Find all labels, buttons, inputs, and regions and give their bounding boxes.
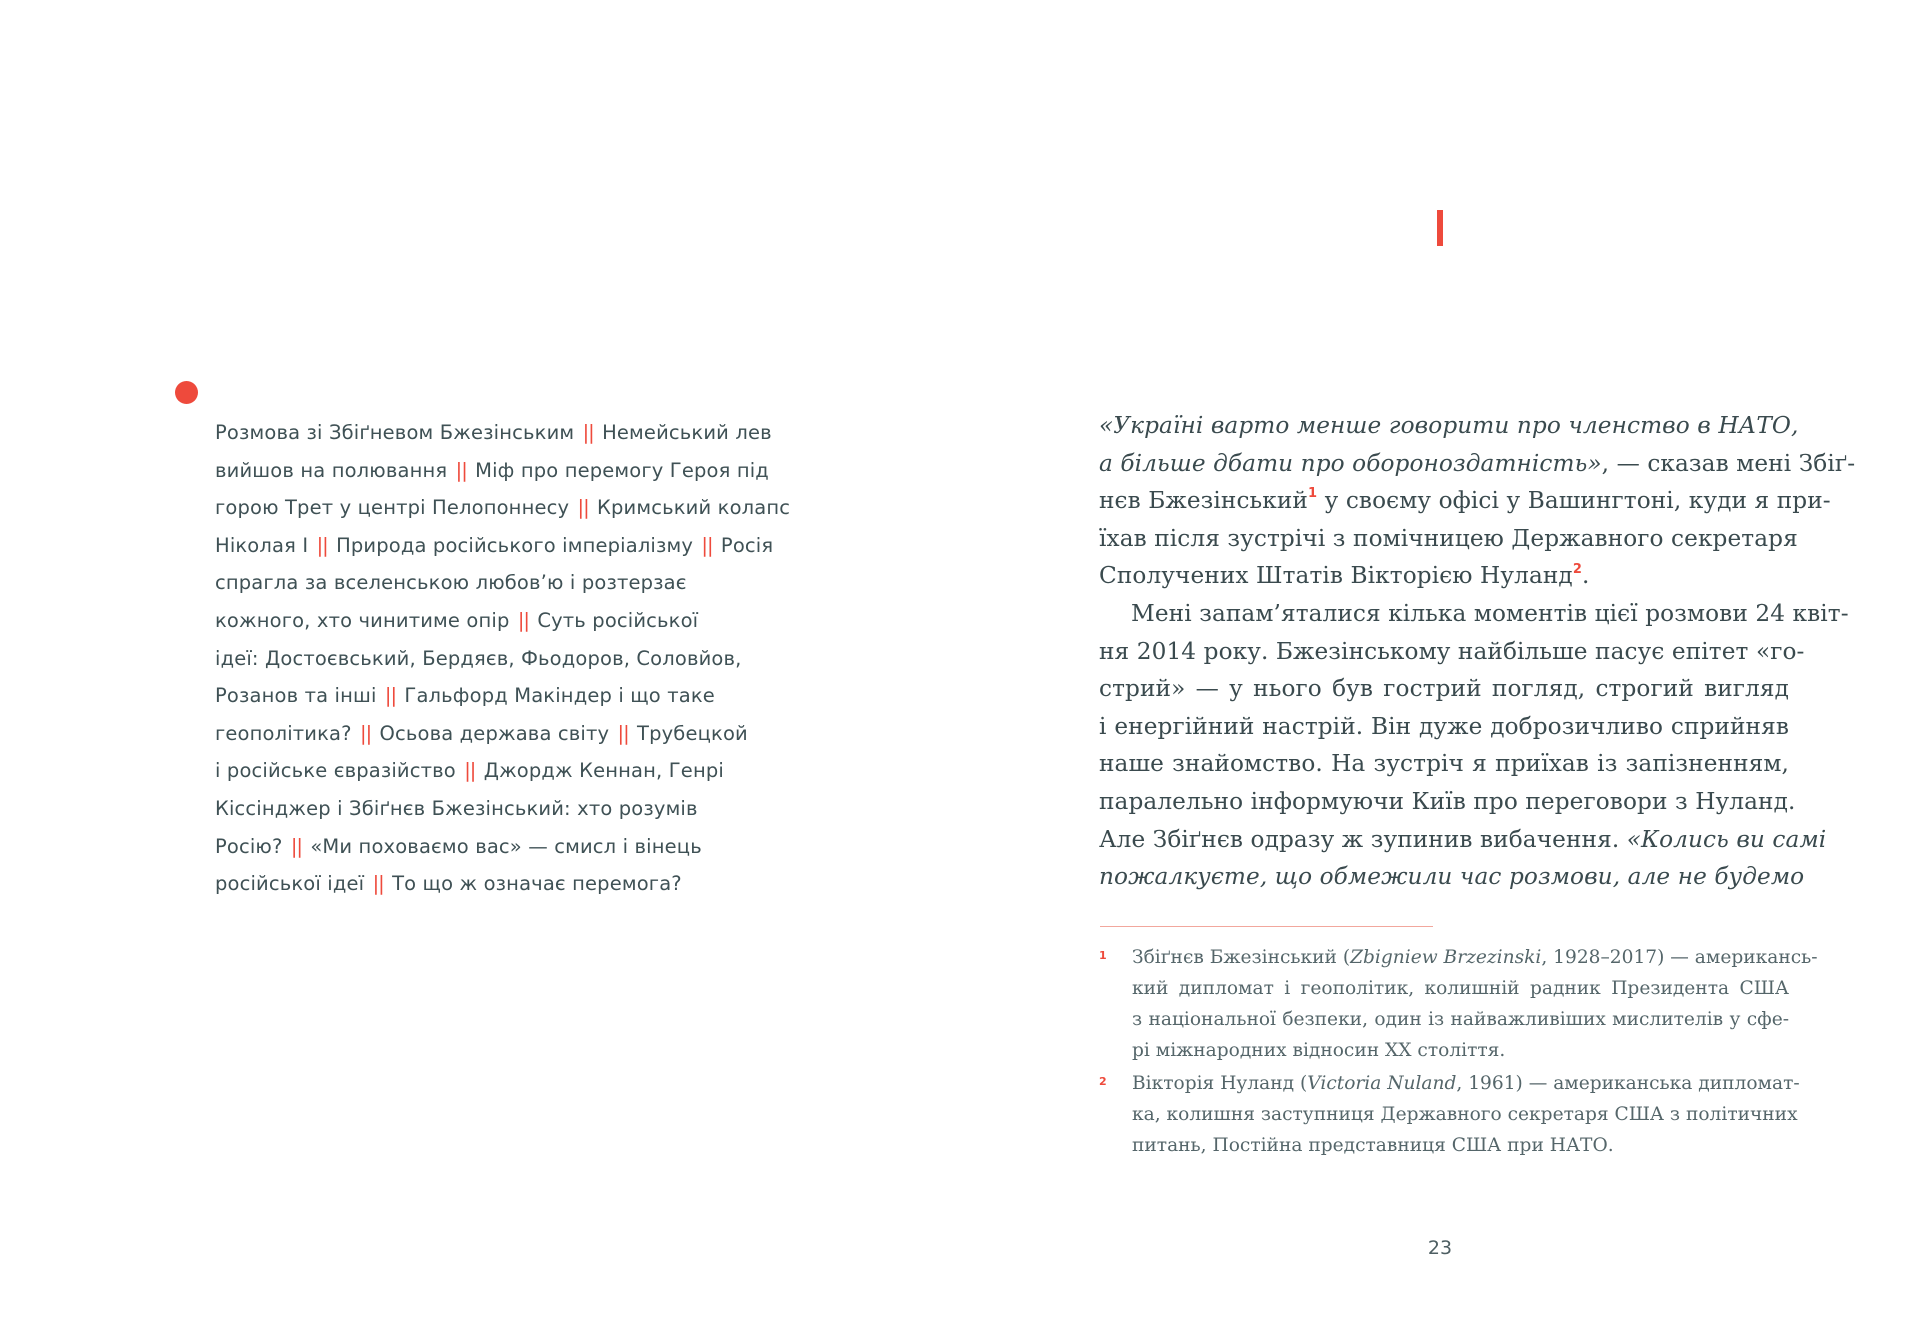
topic-separator: ||: [384, 684, 397, 708]
summary-text: Суть російської: [530, 608, 699, 632]
body-line: [1099, 783, 1796, 821]
body-text: з національної безпеки, один із найважливіших мислителів у сфе-: [1132, 1009, 1789, 1030]
summary-text: Кримський колапс: [590, 496, 791, 520]
summary-line: [215, 452, 835, 490]
summary-line: [215, 640, 835, 678]
summary-text: кожного, хто чинитиме опір: [215, 608, 516, 632]
summary-text: спрагла за вселенською любов’ю і розтерзає: [215, 571, 687, 595]
summary-text: Росія: [714, 533, 774, 557]
footnote-item: [1099, 1068, 1800, 1161]
topic-separator: ||: [577, 496, 589, 520]
footnote-reference[interactable]: 2: [1572, 561, 1582, 577]
topic-separator: ||: [290, 834, 302, 858]
footnote-item: [1099, 942, 1818, 1066]
footnote-line: [1132, 1130, 1789, 1161]
body-line: [1099, 745, 1789, 783]
body-line: [1099, 708, 1789, 746]
footnote-divider: [1100, 926, 1433, 927]
summary-text: «Ми поховаємо вас» — смисл і вінець: [303, 834, 702, 858]
summary-text: ідеї: Достоєвський, Бердяєв, Фьодоров, Соловйов,: [215, 646, 742, 670]
summary-text: Гальфорд Макіндер і що таке: [398, 684, 715, 708]
body-text: , 1961) — американська дипломат-: [1456, 1073, 1800, 1094]
body-line: [1099, 821, 1827, 859]
summary-line: [215, 602, 835, 640]
body-text: .: [1581, 562, 1590, 590]
topic-separator: ||: [617, 721, 629, 745]
footnote-line: [1132, 1035, 1789, 1066]
body-text: Вікторія Нуланд (: [1132, 1073, 1308, 1094]
summary-text: То що ж означає перемога?: [385, 872, 682, 896]
footnote-reference[interactable]: 1: [1308, 486, 1318, 502]
topic-separator: ||: [464, 759, 476, 783]
summary-line: [215, 527, 835, 565]
body-text: Сполучених Штатів Вікторією Нуланд: [1099, 562, 1573, 590]
body-line: [1099, 633, 1805, 671]
footnote-number: 1: [1099, 949, 1107, 962]
chapter-summary: [215, 414, 835, 903]
summary-text: Немейський лев: [595, 421, 772, 444]
body-line: [1099, 520, 1798, 558]
footnote-number: 2: [1099, 1075, 1107, 1088]
footnote-line: [1132, 1099, 1798, 1130]
summary-text: і російське євразійство: [215, 759, 463, 783]
italic-text: «Україні варто менше говорити про членство в НАТО,: [1099, 412, 1799, 439]
body-text: стрий» — у нього був гострий погляд, строгий вигляд: [1099, 675, 1789, 703]
body-text: ка, колишня заступниця Державного секретаря США з політичних: [1132, 1104, 1798, 1125]
footnote-line: [1132, 942, 1818, 973]
summary-text: Природа російського імперіалізму: [329, 533, 700, 557]
topic-separator: ||: [701, 533, 713, 557]
summary-line: [215, 414, 835, 452]
summary-line: [215, 790, 835, 828]
body-text: , — сказав мені Збіґ-: [1601, 449, 1856, 477]
body-text: наше знайомство. На зустріч я приїхав із запізненням,: [1099, 750, 1789, 778]
summary-line: [215, 828, 835, 866]
topic-separator: ||: [372, 872, 384, 896]
summary-text: горою Трет у центрі Пелопоннесу: [215, 496, 576, 520]
body-text: кий дипломат і геополітик, колишній радник Президента США: [1132, 978, 1789, 999]
body-line: [1099, 445, 1856, 483]
body-text: ня 2014 року. Бжезінському найбільше пасує епітет «го-: [1099, 637, 1805, 665]
body-line: [1099, 407, 1799, 445]
summary-text: Трубецкой: [630, 721, 748, 745]
topic-separator: ||: [582, 421, 594, 444]
summary-text: Росію?: [215, 834, 289, 858]
body-text: і енергійний настрій. Він дуже доброзичливо сприйняв: [1099, 712, 1789, 740]
summary-line: [215, 752, 835, 790]
topic-separator: ||: [360, 721, 372, 745]
italic-text: Zbigniew Brzezinski: [1350, 947, 1542, 968]
footnotes: [1099, 942, 1818, 1163]
topic-separator: ||: [316, 533, 328, 557]
summary-line: [215, 715, 835, 753]
body-text: рі міжнародних відносин XX століття.: [1132, 1040, 1506, 1061]
body-line: [1099, 557, 1789, 595]
body-text: Збіґнєв Бжезінський (: [1132, 947, 1351, 968]
summary-text: Розанов та інші: [215, 684, 383, 708]
body-text: Але Збіґнєв одразу ж зупинив вибачення.: [1099, 825, 1627, 853]
topic-separator: ||: [517, 608, 529, 632]
body-text: нєв Бжезінський: [1099, 487, 1308, 515]
footnote-line: [1132, 1004, 1789, 1035]
summary-line: [215, 677, 835, 715]
body-line: [1099, 482, 1831, 520]
footnote-line: [1132, 1068, 1800, 1099]
summary-line: [215, 564, 835, 602]
body-text: паралельно інформуючи Київ про переговори з Нуланд.: [1099, 787, 1796, 815]
red-bullet-dot: [175, 381, 198, 404]
body-line: [1099, 858, 1805, 896]
summary-text: Міф про перемогу Героя під: [468, 458, 769, 482]
footnote-line: [1132, 973, 1789, 1004]
page-number: 23: [1427, 1237, 1453, 1259]
summary-text: Осьова держава світу: [373, 721, 616, 745]
summary-line: [215, 489, 835, 527]
body-line: [1099, 670, 1789, 708]
italic-text: пожалкуєте, що обмежили час розмови, але не будемо: [1099, 863, 1805, 891]
italic-text: а більше дбати про обороноздатність»: [1099, 449, 1602, 477]
chapter-body-text: [1099, 407, 1856, 896]
summary-text: Розмова зі Збіґневом Бжезінським: [215, 421, 581, 444]
body-text: у своєму офісі у Вашингтоні, куди я при-: [1317, 487, 1831, 515]
summary-text: Ніколая І: [215, 533, 315, 557]
summary-text: Джордж Кеннан, Генрі: [477, 759, 724, 783]
body-text: питань, Постійна представниця США при НАТО.: [1132, 1135, 1614, 1156]
chapter-numeral: [1437, 210, 1443, 246]
summary-text: російської ідеї: [215, 872, 371, 896]
body-text: їхав після зустрічі з помічницею Державного секретаря: [1099, 524, 1798, 552]
body-line: [1099, 595, 1849, 633]
italic-text: Victoria Nuland: [1307, 1073, 1457, 1094]
summary-text: вийшов на полювання: [215, 458, 454, 482]
summary-text: геополітика?: [215, 721, 358, 745]
body-text: Мені запам’яталися кілька моментів цієї розмови 24 квіт-: [1131, 599, 1849, 627]
summary-text: Кіссінджер і Збіґнєв Бжезінський: хто розумів: [215, 796, 698, 820]
topic-separator: ||: [455, 458, 467, 482]
summary-line: [215, 865, 835, 903]
italic-text: «Колись ви самі: [1626, 825, 1827, 853]
body-text: , 1928–2017) — американсь-: [1541, 947, 1818, 968]
